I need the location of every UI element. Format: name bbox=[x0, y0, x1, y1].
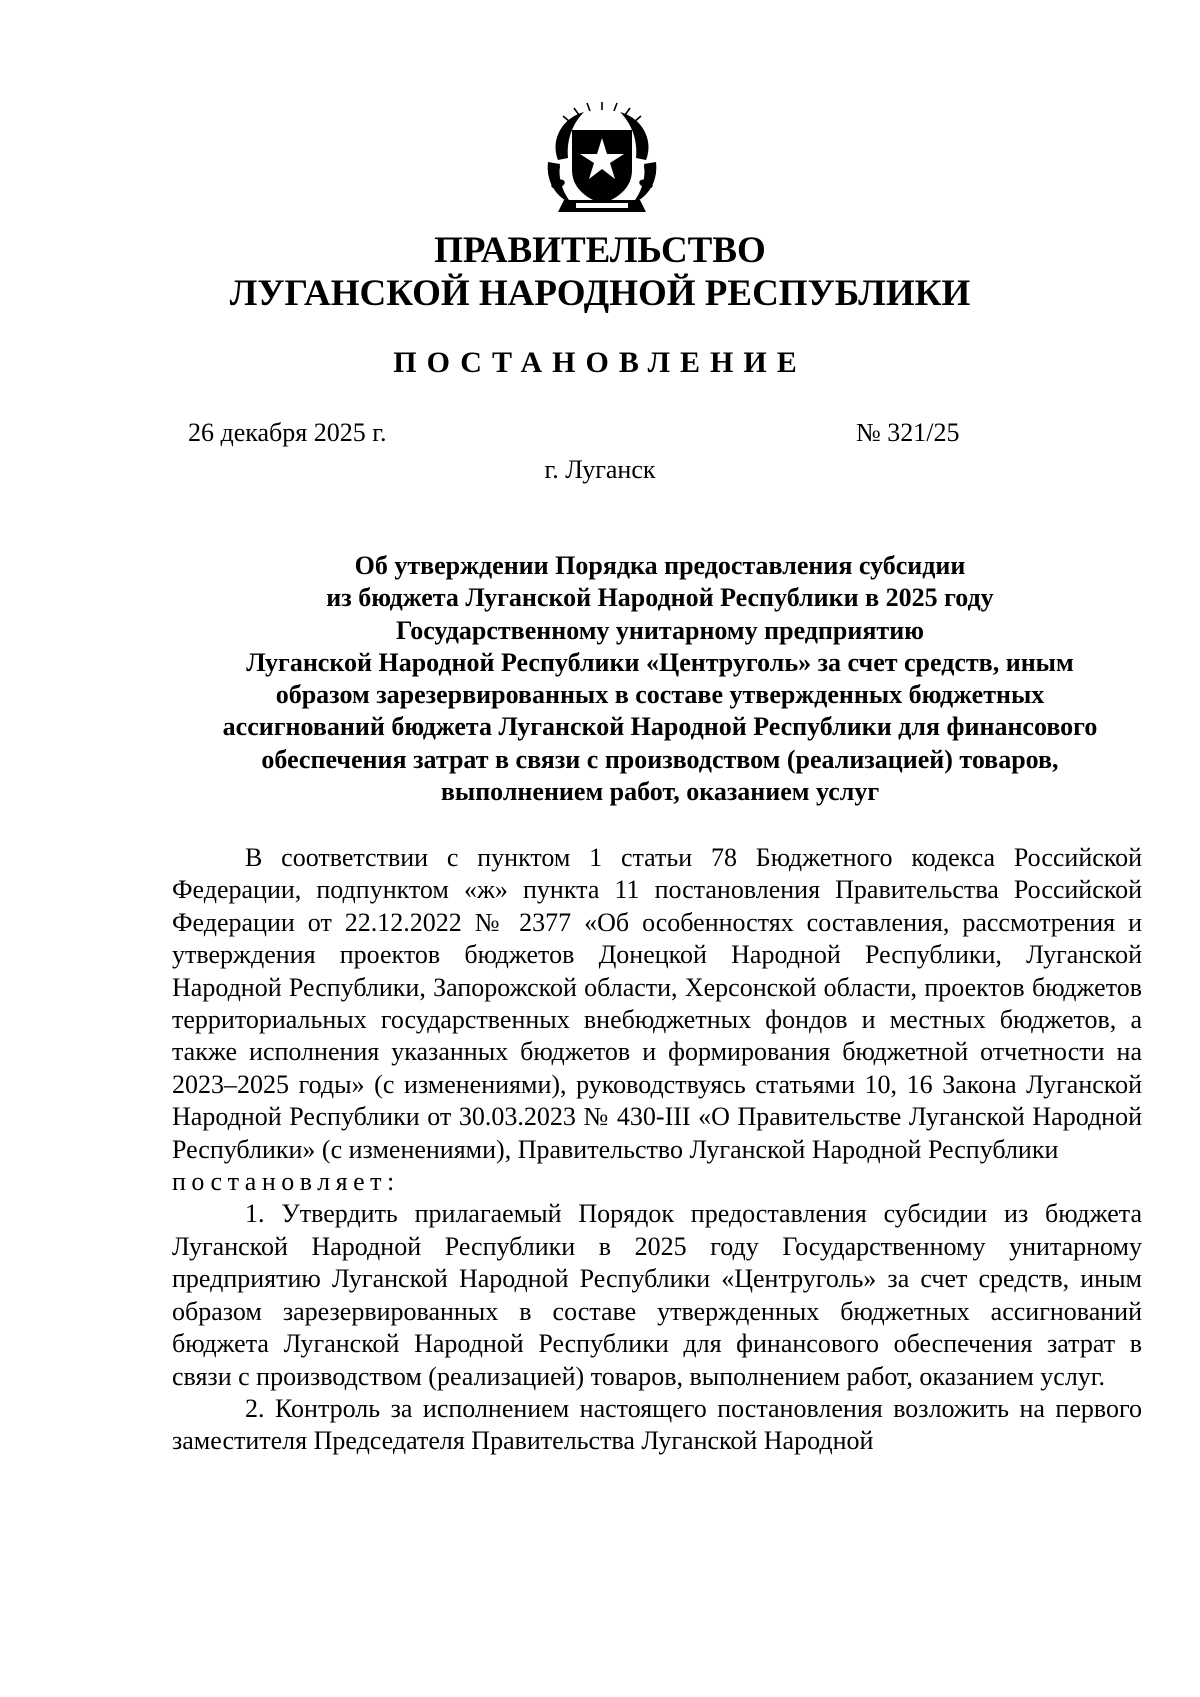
org-name-line2: ЛУГАНСКОЙ НАРОДНОЙ РЕСПУБЛИКИ bbox=[229, 273, 971, 314]
item-2-paragraph: 2. Контроль за исполнением настоящего постановления возложить на первого заместителя Председателя Правительства Луганской Народной bbox=[172, 1393, 1142, 1456]
org-name-line1: ПРАВИТЕЛЬСТВО bbox=[434, 230, 766, 271]
lpr-coat-of-arms-icon bbox=[528, 100, 676, 218]
document-city: г. Луганск bbox=[544, 455, 656, 484]
title-line: Государственному унитарному предприятию bbox=[395, 615, 925, 645]
preamble-paragraph: В соответствии с пунктом 1 статьи 78 Бюджетного кодекса Российской Федерации, подпунктом «ж» пункта 11 постановления Правительства Российской Федерации от 22.12.2022 № 2377 «Об особенностях составления, рассмотрения и утверждения проектов бюджетов Донецкой Народной Республики, Луганской Народной Республики, Запорожской области, Херсонской области, проектов бюджетов территориальных государственных внебюджетных фондов и местных бюджетов, а также исполнения указанных бюджетов и формирования бюджетной отчетности на 2023–2025 годы» (с изменениями), руководствуясь статьями 10, 16 Закона Луганской Народной Республики от 30.03.2023 № 430-III «О Правительстве Луганской Народной Республики» (с изменениями), Правительство Луганской Народной Республики bbox=[172, 843, 1142, 1164]
title-line: из бюджета Луганской Народной Республики в 2025 году bbox=[326, 583, 994, 613]
title-line: выполнением работ, оказанием услуг bbox=[440, 777, 880, 807]
document-type: ПОСТАНОВЛЕНИЕ bbox=[393, 346, 807, 379]
item-1-paragraph: 1. Утвердить прилагаемый Порядок предоставления субсидии из бюджета Луганской Народной Республики в 2025 году Государственному унитарному предприятию Луганской Народной Республики «Центруголь» за счет средств, иным образом зарезервированных в составе утвержденных бюджетных ассигнований бюджета Луганской Народной Республики для финансового обеспечения затрат в связи с производством (реализацией) товаров, выполнением работ, оказанием услуг. bbox=[172, 1199, 1142, 1391]
title-line: образом зарезервированных в составе утвержденных бюджетных bbox=[275, 680, 1045, 710]
decree-word: постановляет: bbox=[172, 1167, 400, 1197]
document-title bbox=[170, 550, 1150, 808]
title-line: Об утверждении Порядка предоставления субсидии bbox=[354, 551, 966, 580]
title-line: ассигнований бюджета Луганской Народной Республики для финансового bbox=[222, 712, 1098, 742]
title-line: обеспечения затрат в связи с производством (реализацией) товаров, bbox=[261, 744, 1059, 774]
document-date: 26 декабря 2025 г. bbox=[188, 418, 387, 447]
title-line: Луганской Народной Республики «Центруголь» за счет средств, иным bbox=[246, 647, 1074, 677]
document-body bbox=[172, 842, 1142, 1458]
document-number: № 321/25 bbox=[856, 418, 960, 447]
